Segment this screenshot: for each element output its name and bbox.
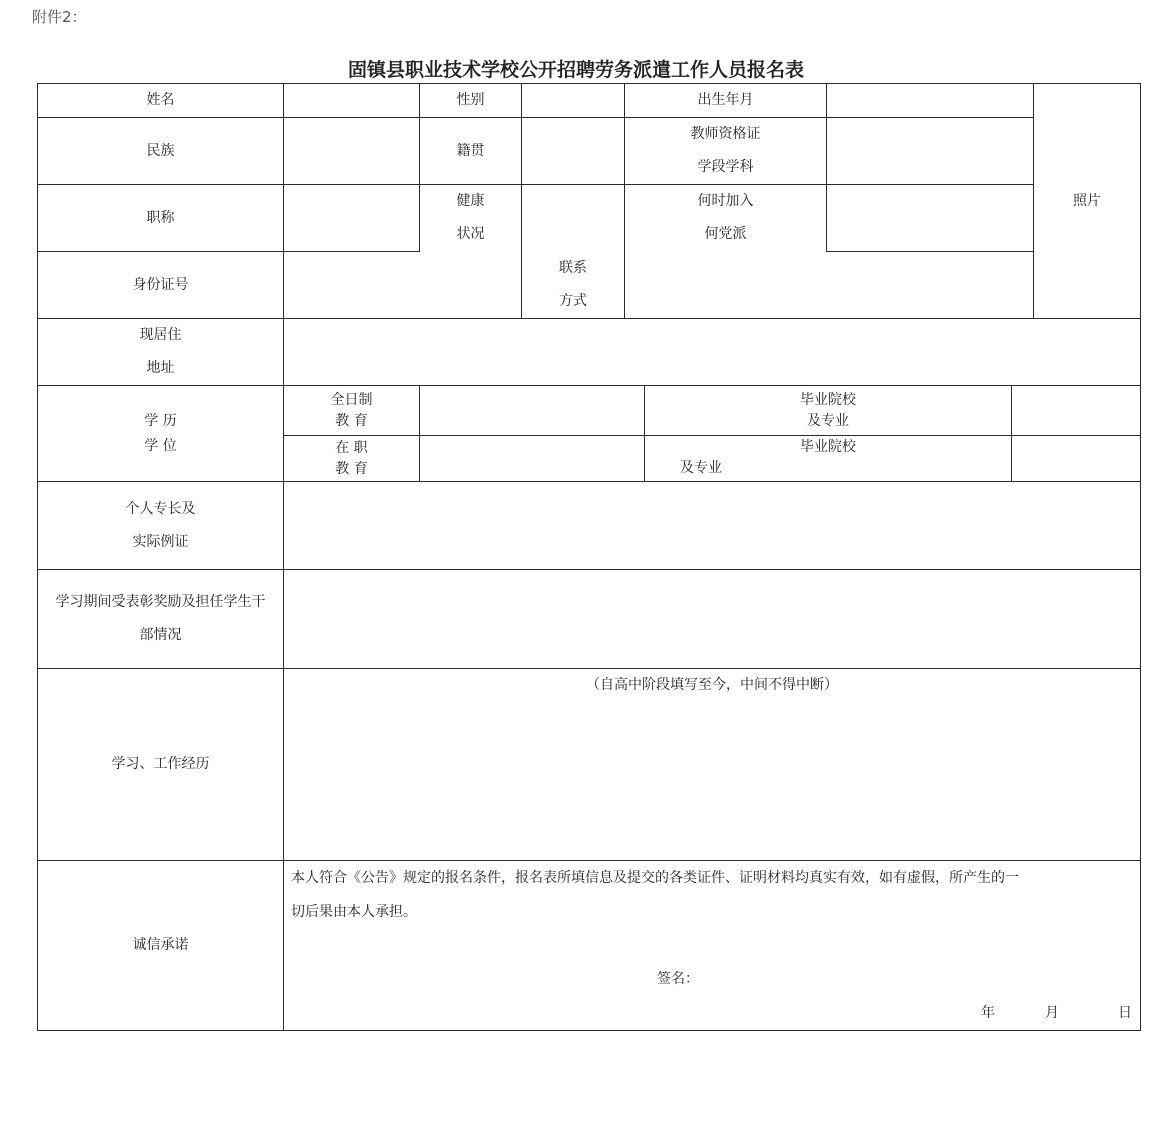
- health-label-line1: 健康: [456, 193, 485, 209]
- date-day-label: 日: [1118, 1005, 1132, 1021]
- fulltime-graduate-school-label: [645, 386, 1011, 435]
- specialty-label: [38, 482, 283, 569]
- experience-label: 学习、工作经历: [111, 756, 210, 772]
- professional-title-field[interactable]: [284, 185, 419, 251]
- specialty-field[interactable]: [284, 482, 1140, 569]
- attachment-label: 附件2：: [32, 8, 87, 26]
- specialty-label-line1: 个人专长及: [125, 500, 196, 517]
- native-place-field[interactable]: [522, 118, 624, 184]
- date-month-label: 月: [1045, 1005, 1059, 1021]
- professional-title-label: 职称: [146, 209, 175, 226]
- inservice-education-label: [284, 436, 419, 481]
- party-field[interactable]: [827, 185, 1033, 251]
- gender-label: 性别: [456, 92, 485, 108]
- inservice-graduate-school-line1: 毕业院校: [800, 439, 856, 455]
- awards-field[interactable]: [284, 570, 1140, 668]
- address-label: [38, 319, 283, 385]
- name-field[interactable]: [284, 84, 419, 117]
- contact-label: [522, 252, 624, 318]
- signature-field[interactable]: [705, 966, 905, 992]
- ethnicity-field[interactable]: [284, 118, 419, 184]
- party-label-line2: 何党派: [704, 226, 747, 242]
- name-label: 姓名: [146, 92, 175, 108]
- integrity-label: 诚信承诺: [132, 937, 189, 953]
- table-line: [37, 1030, 1141, 1031]
- inservice-label-line1: 在 职: [335, 439, 368, 456]
- fulltime-label-line2: 教 育: [335, 412, 368, 429]
- awards-label-line1: 学习期间受表彰奖励及担任学生干: [55, 594, 266, 610]
- birth-label: 出生年月: [697, 92, 754, 108]
- id-number-label: 身份证号: [132, 276, 189, 293]
- fulltime-education-field[interactable]: [420, 386, 644, 435]
- inservice-label-line2: 教 育: [335, 460, 368, 477]
- birth-field[interactable]: [827, 84, 1033, 117]
- inservice-graduate-school-label: [645, 436, 1011, 481]
- fulltime-graduate-school-field[interactable]: [1012, 386, 1140, 435]
- experience-field[interactable]: [284, 669, 1140, 860]
- education-degree-label: [38, 386, 283, 481]
- native-place-label: 籍贯: [456, 142, 485, 159]
- integrity-statement-line2: 切后果由本人承担。: [291, 904, 417, 920]
- education-label-line1: 学 历: [144, 412, 177, 429]
- inservice-education-field[interactable]: [420, 436, 644, 481]
- form-title: 固镇县职业技术学校公开招聘劳务派遣工作人员报名表: [347, 59, 804, 81]
- inservice-graduate-school-field[interactable]: [1012, 436, 1140, 481]
- address-label-line1: 现居住: [139, 327, 182, 343]
- health-label: [420, 185, 521, 251]
- teacher-certificate-label-line1: 教师资格证: [690, 126, 761, 142]
- table-line: [1140, 83, 1141, 1031]
- contact-label-line1: 联系: [559, 260, 587, 276]
- address-field[interactable]: [284, 319, 1140, 385]
- date-year-label: 年: [981, 1005, 995, 1021]
- address-label-line2: 地址: [146, 360, 175, 376]
- teacher-certificate-field[interactable]: [827, 118, 1033, 184]
- id-number-field[interactable]: [284, 252, 521, 318]
- graduate-school-label-line1: 毕业院校: [800, 391, 856, 408]
- fulltime-label-line1: 全日制: [330, 391, 373, 408]
- health-field[interactable]: [522, 185, 624, 251]
- inservice-graduate-school-line2: 及专业: [680, 460, 722, 476]
- gender-field[interactable]: [522, 84, 624, 117]
- education-label-line2: 学 位: [144, 437, 177, 454]
- party-label-line1: 何时加入: [697, 193, 754, 209]
- experience-note: （自高中阶段填写至今，中间不得中断）: [586, 677, 838, 693]
- ethnicity-label: 民族: [146, 142, 175, 159]
- photo-label: 照片: [1073, 192, 1101, 209]
- party-label: [625, 185, 826, 251]
- teacher-certificate-label-line2: 学段学科: [697, 159, 754, 175]
- awards-label: [38, 570, 283, 668]
- contact-label-line2: 方式: [559, 293, 587, 309]
- signature-label: 签名：: [657, 971, 699, 987]
- teacher-certificate-label: [625, 118, 826, 184]
- specialty-label-line2: 实际例证: [132, 533, 189, 550]
- fulltime-education-label: [284, 386, 419, 435]
- graduate-school-label-line2: 及专业: [807, 412, 849, 429]
- awards-label-line2: 部情况: [139, 627, 182, 643]
- contact-field[interactable]: [625, 252, 1033, 318]
- integrity-statement-line1: 本人符合《公告》规定的报名条件，报名表所填信息及提交的各类证件、证明材料均真实有效，如有虚假，所产生的一: [291, 870, 1019, 886]
- health-label-line2: 状况: [456, 226, 485, 242]
